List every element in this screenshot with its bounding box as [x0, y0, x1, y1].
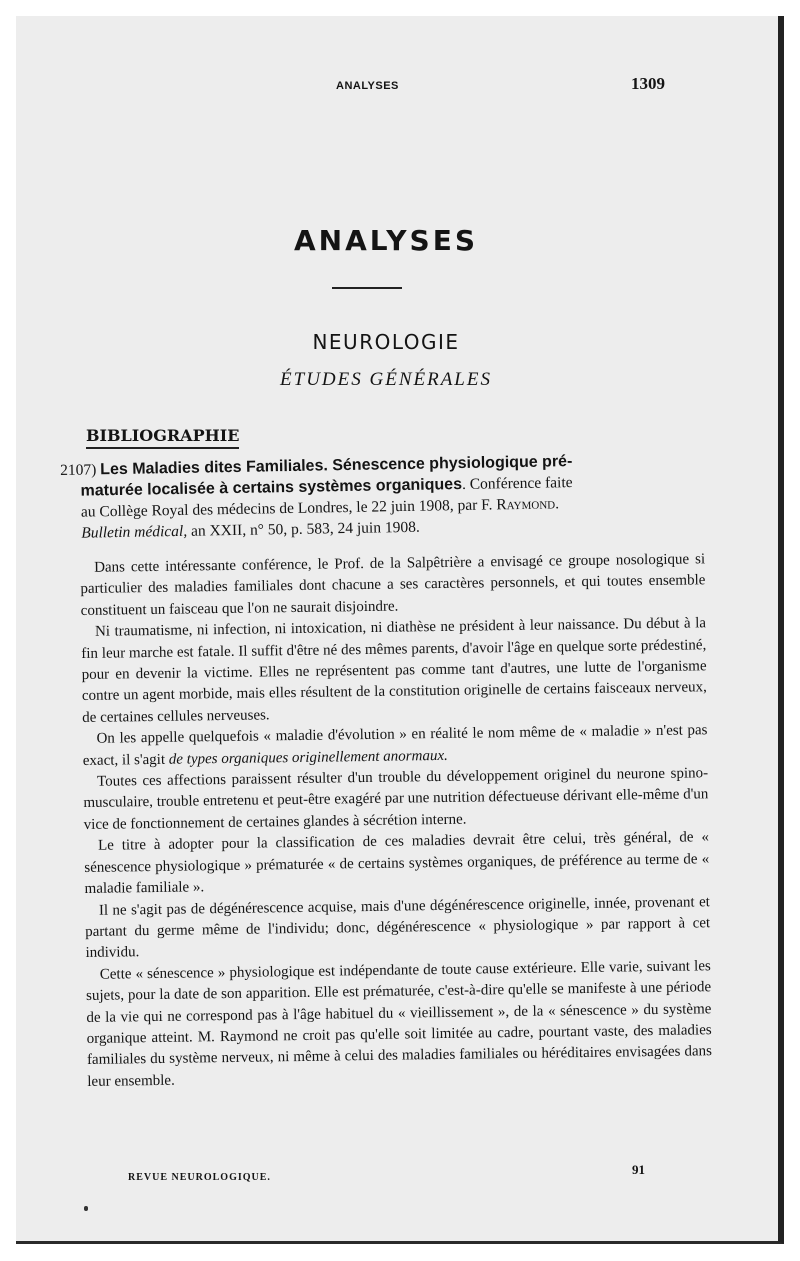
- paragraph-6: Il ne s'agit pas de dégénérescence acquise, mais d'une dégénérescence originelle, innée, provenant et partant du germe même de l'individu; donc, dégénérescence « physiologique » par rapport à cet individu.: [85, 893, 711, 962]
- paragraph-1: Dans cette intéressante conférence, le Prof. de la Salpêtrière a envisagé ce groupe nosologique si particulier des maladies familiales dont chacune a ses caractères personnels, et qui toutes ensemble constituent un faisceau que l'on ne saurait disjoindre.: [80, 551, 706, 619]
- paragraph-5: Le titre à adopter pour la classification de ces maladies devrait être celui, très général, de « sénescence physiologique » prématurée « de certains systèmes organiques, de préférence au terme de « maladie familiale ».: [84, 829, 710, 898]
- subsection-title: ÉTUDES GÉNÉRALES: [280, 369, 492, 390]
- paragraph-3-text: On les appelle quelquefois « maladie d'évolution » en réalité le nom même de « maladie » n'est pas exact, il s'agit: [82, 722, 708, 769]
- ink-mark: [84, 1206, 88, 1211]
- entry-number: 2107): [60, 461, 97, 479]
- paragraph-3-italic: de types organiques originellement anormaux.: [168, 747, 448, 768]
- entry-citation: an XXII, n° 50, p. 583, 24 juin 1908.: [187, 518, 420, 540]
- bibliography-heading: BIBLIOGRAPHIE: [86, 426, 239, 449]
- paragraph-2: Ni traumatisme, ni infection, ni intoxication, ni diathèse ne président à leur naissance. Du début à la fin leur marche est fatale. Il suffit d'être né des mêmes parents, d'avoir l'âge en quelque sorte prédestiné, pour en devenir la victime. Elles ne représentent pas comme tant d'autres, une lutte de l'organisme contre un agent morbide, mais elles résultent de la constitution originelle de certains faisceaux nerveux, de certaines cellules nerveuses.: [81, 615, 707, 726]
- entry-venue: au Collège Royal des médecins de Londres, le 22 juin 1908, par F.: [80, 496, 493, 521]
- article-body: [80, 549, 712, 1093]
- entry-title-part-1: Les Maladies dites Familiales. Sénescence physiologique pré-: [100, 453, 573, 479]
- page-content: [16, 16, 778, 1241]
- entry-author: Raymond.: [496, 495, 560, 514]
- footer-signature-number: 91: [632, 1162, 645, 1177]
- scanned-page: [16, 16, 784, 1244]
- running-head: ANALYSES: [336, 80, 399, 92]
- entry-note: . Conférence faite: [461, 474, 573, 493]
- entry-title-part-2: maturée localisée à certains systèmes organiques: [80, 475, 463, 500]
- page-number: 1309: [631, 74, 665, 93]
- footer-journal: REVUE NEUROLOGIQUE.: [128, 1172, 271, 1183]
- section-title: NEUROLOGIE: [312, 330, 460, 354]
- title-rule: [332, 287, 402, 289]
- bibliography-entry: [60, 449, 701, 544]
- paragraph-7: Cette « sénescence » physiologique est indépendante de toute cause extérieure. Elle varie, suivant les sujets, pour la date de son apparition. Elle est prématurée, c'est-à-dire qu'elle se manifeste à une période de la vie qui ne correspond pas à l'âge habituel du « vieillissement », de la « sénescence » du système organique atteint. M. Raymond ne croit pas qu'elle soit limitée au cadre, pourtant vaste, des maladies familiales du système nerveux, ni même à celui des maladies familiales ou héréditaires envisagées dans leur ensemble.: [86, 957, 713, 1090]
- main-title: ANALYSES: [294, 224, 478, 257]
- entry-journal: Bulletin médical,: [81, 522, 188, 542]
- paragraph-4: Toutes ces affections paraissent résulter d'un trouble du développement originel du neurone spino-musculaire, trouble entretenu et peut-être exagéré par une nutrition défectueuse dérivant elle-même d'un vice de fonctionnement de certaines glandes à sécrétion interne.: [83, 765, 709, 833]
